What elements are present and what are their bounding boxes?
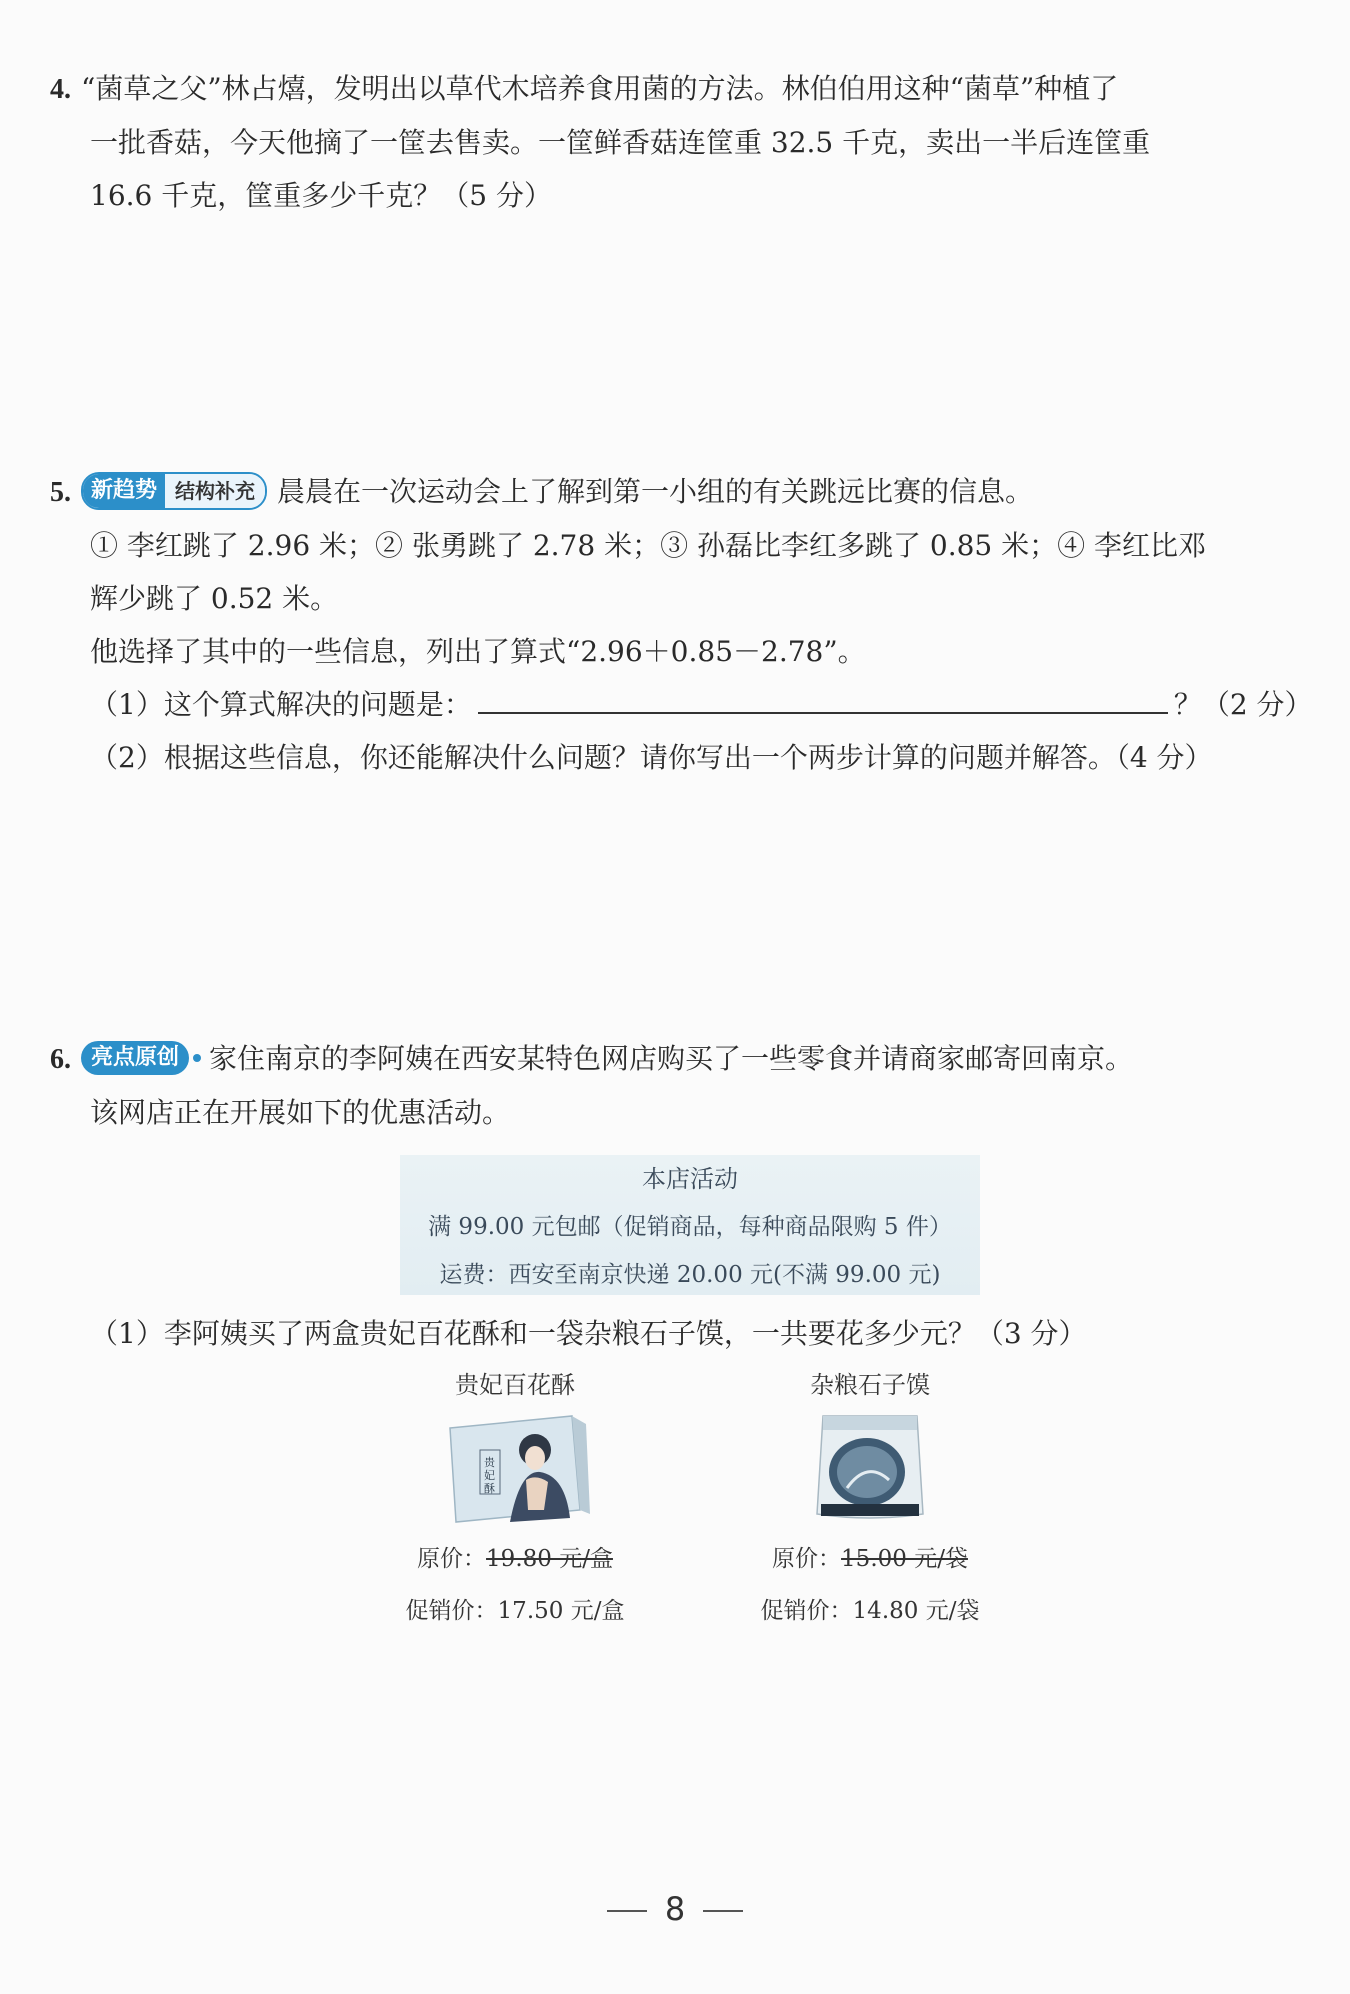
product-name: 杂粮石子馍 (810, 1371, 930, 1399)
question-intro: 晨晨在一次运动会上了解到第一小组的有关跳远比赛的信息。 (277, 475, 1034, 508)
question-4-line-2: 一批香菇，今天他摘了一筐去售卖。一筐鲜香菇连筐重 32.5 千克，卖出一半后连筐重 (90, 126, 1151, 159)
original-price-label: 原价： (772, 1546, 842, 1572)
badge-label: 新趋势 (83, 474, 165, 508)
new-trend-badge (81, 472, 267, 510)
original-price (760, 1533, 980, 1585)
question-4 (50, 62, 1300, 222)
promo-line-2: 运费：西安至南京快递 20.00 元(不满 99.00 元) (439, 1262, 941, 1288)
svg-text:酥: 酥 (484, 1482, 495, 1495)
question-4-line-1 (50, 62, 1300, 116)
promo-line-1: 满 99.00 元包邮（促销商品，每种商品限购 5 件） (428, 1214, 952, 1240)
question-5 (50, 465, 1313, 784)
original-highlight-badge: 亮点原创 (81, 1041, 189, 1075)
bread-bag-image (805, 1410, 935, 1525)
question-text: “菌草之父”林占熺，发明出以草代木培养食用菌的方法。林伯伯用这种“菌草”种植了 (81, 72, 1119, 105)
promo-price (405, 1585, 625, 1637)
answer-blank[interactable] (478, 682, 1168, 714)
promo-price-value: 14.80 元/袋 (852, 1598, 980, 1624)
promo-price (760, 1585, 980, 1637)
sub-question-2: （2）根据这些信息，你还能解决什么问题？请你写出一个两步计算的问题并解答。（4 分） (90, 741, 1213, 774)
formula-line: 他选择了其中的一些信息，列出了算式“2.96＋0.85－2.78”。 (90, 635, 866, 668)
pastry-box-image (440, 1410, 590, 1525)
info-line-1: ① 李红跳了 2.96 米；② 张勇跳了 2.78 米；③ 孙磊比李红多跳了 0.85 米；④ 李红比邓 (90, 529, 1207, 562)
question-6-line-1 (50, 1032, 1300, 1086)
question-number: 5. (50, 477, 71, 508)
question-6-sub (50, 1307, 1300, 1360)
product-pastry (405, 1370, 625, 1637)
dash-right (703, 1910, 743, 1912)
sub-question-1 (50, 678, 1313, 731)
sub-question-1-prefix: （1）这个算式解决的问题是： (90, 688, 472, 721)
promo-title: 本店活动 (642, 1165, 738, 1193)
product-bread (760, 1370, 980, 1637)
dash-left (607, 1910, 647, 1912)
question-6-line-2: 该网店正在开展如下的优惠活动。 (90, 1096, 511, 1129)
original-price-value: 15.00 元/袋 (841, 1546, 968, 1572)
promo-box (400, 1155, 980, 1295)
question-number: 4. (50, 74, 71, 105)
badge-dot-icon (193, 1054, 201, 1062)
badge-sublabel: 结构补充 (165, 474, 265, 508)
original-price-value: 19.80 元/盒 (486, 1546, 613, 1572)
product-name: 贵妃百花酥 (455, 1371, 575, 1399)
question-4-line-3: 16.6 千克，筐重多少千克？（5 分） (90, 179, 552, 212)
sub-question-1-suffix: ？（2 分） (1173, 688, 1313, 721)
sub-question-1: （1）李阿姨买了两盒贵妃百花酥和一袋杂粮石子馍，一共要花多少元？（3 分） (90, 1317, 1087, 1350)
svg-text:妃: 妃 (484, 1469, 495, 1482)
page-number (0, 1890, 1350, 1928)
question-5-line-1 (50, 465, 1300, 519)
question-number: 6. (50, 1044, 71, 1075)
question-text: 家住南京的李阿姨在西安某特色网店购买了一些零食并请商家邮寄回南京。 (209, 1042, 1134, 1075)
question-6 (50, 1032, 1300, 1139)
svg-text:贵: 贵 (484, 1456, 495, 1469)
promo-price-label: 促销价： (405, 1598, 498, 1624)
info-line-2: 辉少跳了 0.52 米。 (90, 582, 339, 615)
original-price (405, 1533, 625, 1585)
promo-price-value: 17.50 元/盒 (497, 1598, 625, 1624)
original-price-label: 原价： (417, 1546, 487, 1572)
page-number-value: 8 (664, 1890, 686, 1928)
promo-price-label: 促销价： (760, 1598, 853, 1624)
